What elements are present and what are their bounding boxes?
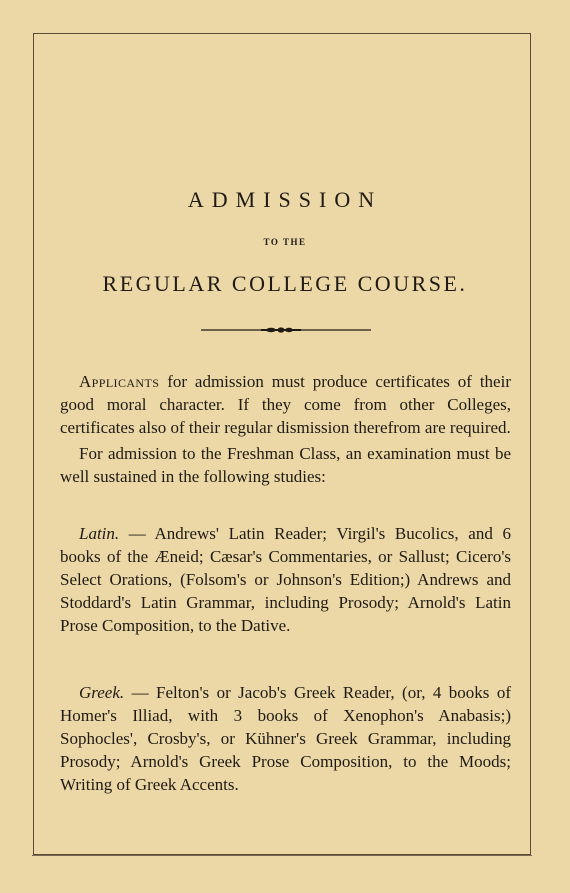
latin-dash: — <box>119 524 155 543</box>
greek-section <box>60 681 511 796</box>
page-title: ADMISSION <box>187 187 383 212</box>
latin-paragraph <box>60 522 511 637</box>
subtitle-to-the: TO THE <box>263 237 307 247</box>
subtitle-course: REGULAR COLLEGE COURSE. <box>102 271 468 296</box>
greek-text: Felton's or Jacob's Greek Reader, (or, 4 books of Homer's Illiad, with 3 books of Xenophon's Anabasis;) Sophocles', Crosby's, or Kühner's Greek Grammar, including Prosody; Arnold's Greek Prose Composition, to the Moods; Writing of Greek Accents. <box>60 683 512 794</box>
latin-section <box>60 522 511 637</box>
intro-section <box>60 370 511 488</box>
latin-text: Andrews' Latin Reader; Virgil's Bucolics, and 6 books of the Æneid; Cæsar's Commentaries, or Sallust; Cicero's Select Orations, (Folsom's or Johnson's Edition;) Andrews and Stoddard's Latin Grammar, including Prosody; Arnold's Latin Prose Composition, to the Dative. <box>60 524 511 635</box>
greek-dash: — <box>124 683 157 702</box>
applicants-paragraph <box>60 370 511 439</box>
applicants-text: for admission must produce certificates of their good moral character. If they come from other Colleges, certificates also of their regular dismission therefrom are required. <box>60 372 511 437</box>
greek-label: Greek. <box>79 683 125 702</box>
freshman-paragraph: For admission to the Freshman Class, an examination must be well sustained in the following studies: <box>60 444 511 486</box>
latin-label: Latin. <box>79 524 120 543</box>
applicants-lead: Applicants <box>79 372 160 391</box>
greek-paragraph <box>60 681 511 796</box>
ornamental-divider <box>201 326 371 334</box>
